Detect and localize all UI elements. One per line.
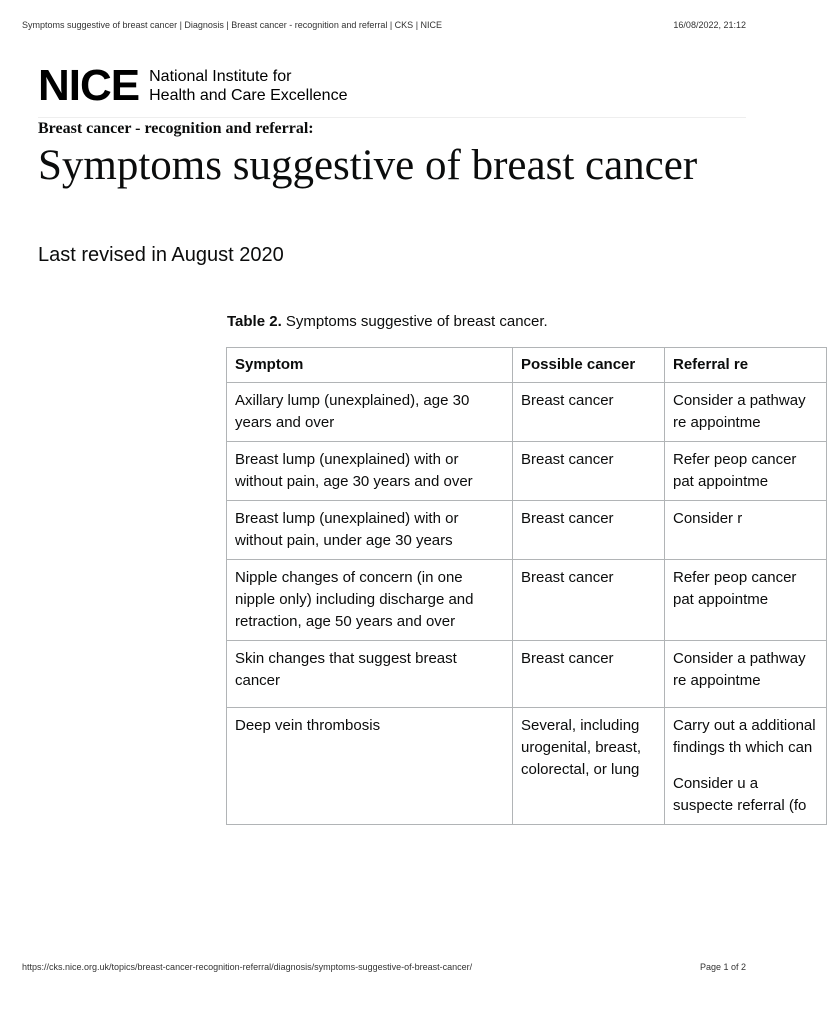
referral-text: Consider r	[673, 510, 743, 527]
cell-symptom: Deep vein thrombosis	[227, 708, 513, 825]
print-url: https://cks.nice.org.uk/topics/breast-cancer-recognition-referral/diagnosis/symptoms-suggestive-of-breast-cancer/	[22, 962, 473, 972]
print-footer	[22, 962, 746, 972]
cell-cancer: Breast cancer	[513, 383, 665, 442]
referral-text: Refer peop cancer pat appointme	[673, 451, 797, 490]
cell-referral	[665, 383, 827, 442]
header-referral: Referral re	[665, 348, 827, 383]
table-row	[227, 708, 827, 825]
cell-symptom: Axillary lump (unexplained), age 30 years and over	[227, 383, 513, 442]
table-caption	[227, 313, 548, 330]
breadcrumb-link[interactable]: Breast cancer - recognition and referral:	[38, 120, 314, 137]
print-doc-title: Symptoms suggestive of breast cancer | Diagnosis | Breast cancer - recognition and referral | CKS | NICE	[22, 20, 443, 30]
print-datetime: 16/08/2022, 21:12	[673, 20, 746, 30]
cell-referral	[665, 708, 827, 825]
cell-cancer: Breast cancer	[513, 442, 665, 501]
table-header-row	[227, 348, 827, 383]
cell-referral	[665, 641, 827, 708]
cell-cancer: Breast cancer	[513, 501, 665, 560]
cell-symptom: Skin changes that suggest breast cancer	[227, 641, 513, 708]
table-caption-label: Table 2.	[227, 313, 282, 330]
table-row	[227, 501, 827, 560]
referral-text: Consider a pathway re appointme	[673, 650, 806, 689]
table-row	[227, 641, 827, 708]
cell-cancer: Breast cancer	[513, 560, 665, 641]
referral-text: Carry out a additional findings th which can	[673, 717, 816, 756]
table-caption-text: Symptoms suggestive of breast cancer.	[285, 313, 548, 330]
referral-text: Consider u a suspecte referral (fo	[673, 775, 807, 814]
cell-referral	[665, 560, 827, 641]
cell-cancer: Several, including urogenital, breast, colorectal, or lung	[513, 708, 665, 825]
print-page-number: Page 1 of 2	[699, 962, 746, 972]
logo-line-2: Health and Care Excellence	[149, 87, 348, 104]
table-row	[227, 442, 827, 501]
table-row	[227, 383, 827, 442]
symptoms-table	[226, 347, 827, 825]
header-divider	[38, 117, 746, 118]
symptoms-table-container	[226, 347, 816, 945]
cell-symptom: Breast lump (unexplained) with or without pain, under age 30 years	[227, 501, 513, 560]
header-possible-cancer: Possible cancer	[513, 348, 665, 383]
cell-referral	[665, 501, 827, 560]
referral-text: Consider a pathway re appointme	[673, 392, 806, 431]
logo-text	[149, 67, 347, 105]
print-header	[22, 20, 746, 30]
header-symptom: Symptom	[227, 348, 513, 383]
cell-referral	[665, 442, 827, 501]
referral-text: Refer peop cancer pat appointme	[673, 569, 797, 608]
page-title: Symptoms suggestive of breast cancer	[38, 142, 698, 189]
cell-symptom: Nipple changes of concern (in one nipple only) including discharge and retraction, age 50 years and over	[227, 560, 513, 641]
logo-line-1: National Institute for	[149, 68, 292, 85]
last-revised: Last revised in August 2020	[38, 244, 284, 266]
cell-cancer: Breast cancer	[513, 641, 665, 708]
table-row	[227, 560, 827, 641]
cell-symptom: Breast lump (unexplained) with or without pain, age 30 years and over	[227, 442, 513, 501]
logo-mark: NICE	[38, 61, 140, 110]
nice-logo[interactable]	[38, 61, 348, 110]
